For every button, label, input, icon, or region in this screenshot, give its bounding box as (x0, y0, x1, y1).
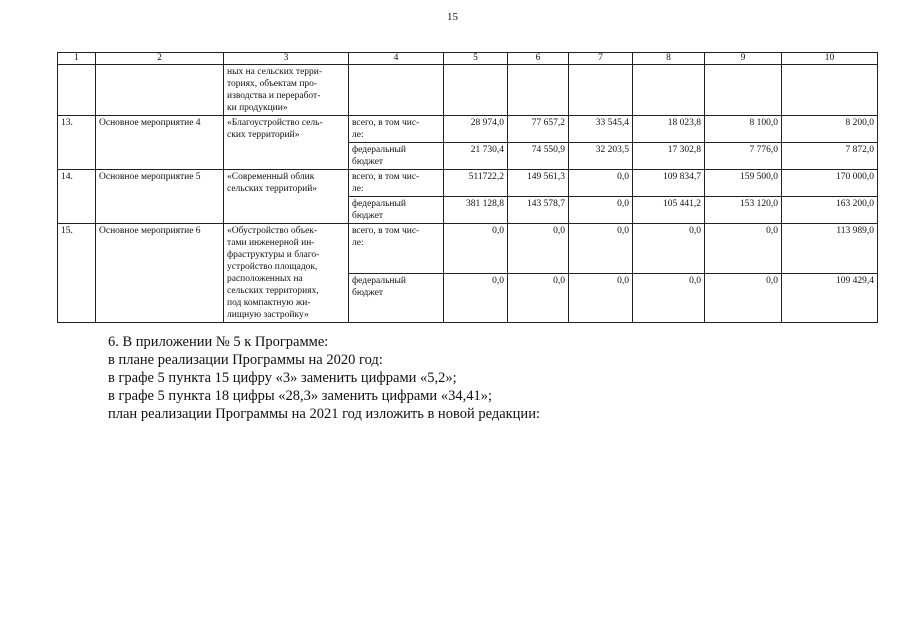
text-line-4: в графе 5 пункта 18 цифры «28,3» заменить цифрами «34,41»; (108, 388, 492, 404)
value-col10: 109 429,4 (782, 273, 878, 323)
value-col8: 105 441,2 (633, 197, 705, 224)
event-name-cell: «Благоустройство сель- ских территорий» (224, 116, 349, 170)
value-col7: 32 203,5 (569, 143, 633, 170)
col-header-10: 10 (782, 53, 878, 65)
value-col5: 0,0 (444, 273, 508, 323)
value-col9: 7 776,0 (705, 143, 782, 170)
value-col8: 0,0 (633, 224, 705, 274)
value-col8: 18 023,8 (633, 116, 705, 143)
value-col10: 163 200,0 (782, 197, 878, 224)
col-header-3: 3 (224, 53, 349, 65)
value-col7: 0,0 (569, 273, 633, 323)
value-col10: 7 872,0 (782, 143, 878, 170)
col-header-9: 9 (705, 53, 782, 65)
value-col5: 21 730,4 (444, 143, 508, 170)
event-name-cell: «Современный облик сельских территорий» (224, 170, 349, 224)
value-col6: 0,0 (508, 224, 569, 274)
amendment-text (108, 333, 828, 423)
col-header-7: 7 (569, 53, 633, 65)
value-col6: 77 657,2 (508, 116, 569, 143)
row-number-cell: 14. (58, 170, 96, 224)
continuation-name-cell: ных на сельских терри- ториях, объектам про- изводства и переработ- ки продукции» (224, 65, 349, 116)
col-header-1: 1 (58, 53, 96, 65)
page-number: 15 (447, 11, 458, 23)
table-row-14-total (58, 170, 878, 197)
value-col8: 0,0 (633, 273, 705, 323)
value-col9: 153 120,0 (705, 197, 782, 224)
value-col5: 28 974,0 (444, 116, 508, 143)
event-name-cell: «Обустройство объек- тами инженерной ин- фраструктуры и благо- устройство площадок, расположенных на сельских территориях, под компактную жи- лищную застройку» (224, 224, 349, 323)
value-col9: 8 100,0 (705, 116, 782, 143)
text-line-3: в графе 5 пункта 15 цифру «3» заменить цифрами «5,2»; (108, 370, 457, 386)
value-col5: 0,0 (444, 224, 508, 274)
value-col7: 0,0 (569, 197, 633, 224)
event-cell: Основное мероприятие 4 (96, 116, 224, 170)
table-row-13-total (58, 116, 878, 143)
text-line-5: план реализации Программы на 2021 год изложить в новой редакции: (108, 406, 540, 422)
value-col5: 381 128,8 (444, 197, 508, 224)
event-cell: Основное мероприятие 5 (96, 170, 224, 224)
value-col9: 0,0 (705, 273, 782, 323)
continuation-row (58, 65, 878, 116)
event-cell: Основное мероприятие 6 (96, 224, 224, 323)
value-col7: 33 545,4 (569, 116, 633, 143)
funding-label-cell: федеральный бюджет (349, 143, 444, 170)
col-header-5: 5 (444, 53, 508, 65)
row-number-cell: 15. (58, 224, 96, 323)
table-row-15-total (58, 224, 878, 274)
funding-label-cell: федеральный бюджет (349, 197, 444, 224)
funding-label-cell: всего, в том чис- ле: (349, 170, 444, 197)
funding-label-cell: всего, в том чис- ле: (349, 116, 444, 143)
value-col6: 149 561,3 (508, 170, 569, 197)
text-line-1: 6. В приложении № 5 к Программе: (108, 334, 329, 350)
header-row (58, 53, 878, 65)
col-header-8: 8 (633, 53, 705, 65)
budget-table (57, 52, 878, 323)
value-col8: 17 302,8 (633, 143, 705, 170)
value-col9: 159 500,0 (705, 170, 782, 197)
value-col9: 0,0 (705, 224, 782, 274)
value-col6: 0,0 (508, 273, 569, 323)
value-col6: 143 578,7 (508, 197, 569, 224)
value-col8: 109 834,7 (633, 170, 705, 197)
col-header-4: 4 (349, 53, 444, 65)
col-header-2: 2 (96, 53, 224, 65)
value-col5: 511722,2 (444, 170, 508, 197)
value-col10: 8 200,0 (782, 116, 878, 143)
value-col6: 74 550,9 (508, 143, 569, 170)
value-col7: 0,0 (569, 170, 633, 197)
value-col10: 170 000,0 (782, 170, 878, 197)
row-number-cell: 13. (58, 116, 96, 170)
text-line-2: в плане реализации Программы на 2020 год: (108, 352, 383, 368)
funding-label-cell: федеральный бюджет (349, 273, 444, 323)
value-col7: 0,0 (569, 224, 633, 274)
col-header-6: 6 (508, 53, 569, 65)
funding-label-cell: всего, в том чис- ле: (349, 224, 444, 274)
value-col10: 113 989,0 (782, 224, 878, 274)
